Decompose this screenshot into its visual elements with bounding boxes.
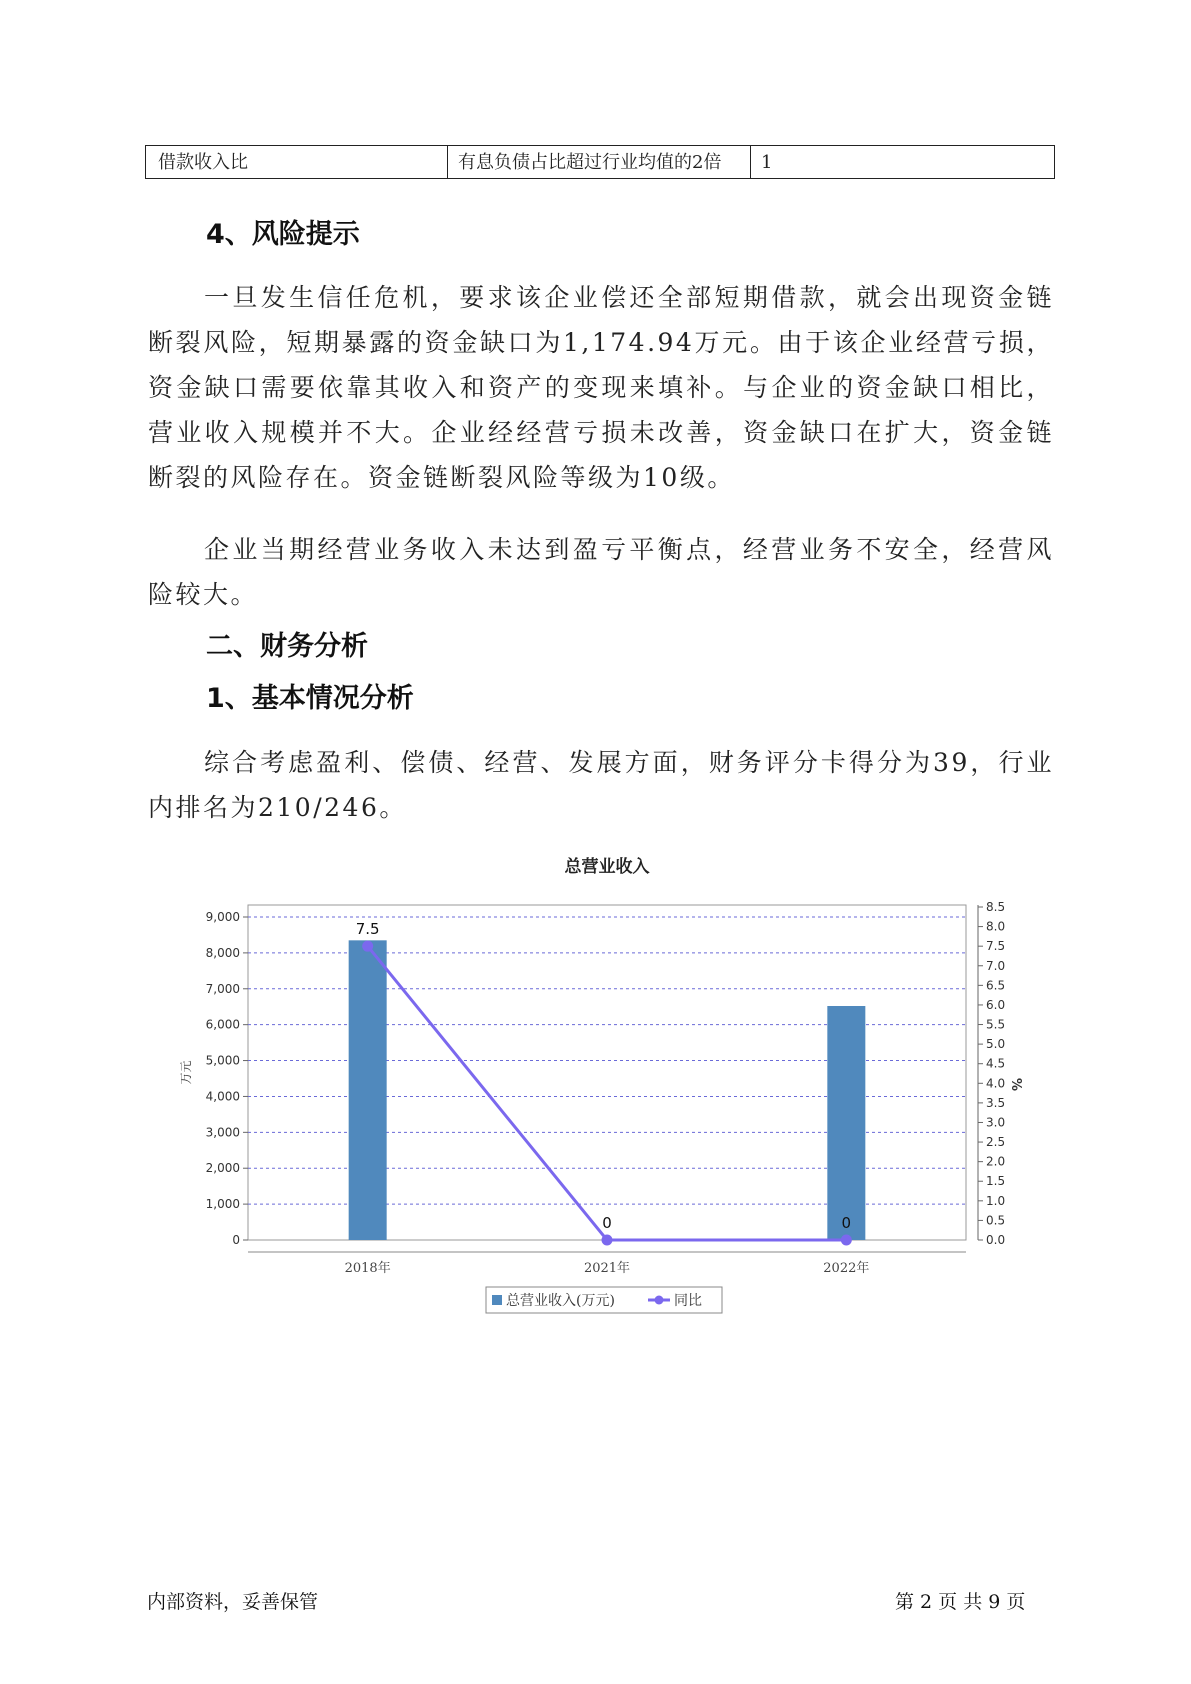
- y-tick-label: 2,000: [205, 1161, 240, 1176]
- y-tick-label: 6,000: [205, 1017, 240, 1032]
- y-tick-label: 4,000: [205, 1089, 240, 1104]
- y2-tick-label: 0.5: [986, 1213, 1006, 1228]
- revenue-chart: [170, 850, 1040, 1320]
- indicator-table-row: [145, 145, 1055, 179]
- legend-label-revenue: 总营业收入(万元): [506, 1293, 615, 1309]
- legend-label-yoy: 同比: [674, 1293, 702, 1309]
- y2-tick-label: 8.0: [986, 919, 1006, 934]
- x-tick-label: 2021年: [583, 1261, 631, 1276]
- revenue-bar: [349, 940, 387, 1240]
- legend-swatch-revenue: [492, 1295, 502, 1305]
- y2-tick-label: 2.0: [986, 1154, 1006, 1169]
- yoy-data-label: 0: [841, 1214, 852, 1232]
- footer-confidential: 内部资料，妥善保管: [147, 1591, 319, 1613]
- y2-tick-label: 6.5: [986, 978, 1006, 993]
- y2-tick-label: 7.5: [986, 939, 1006, 954]
- yoy-data-label: 0: [602, 1214, 612, 1232]
- y2-tick-label: 4.0: [986, 1076, 1006, 1091]
- y-tick-label: 1,000: [205, 1197, 240, 1212]
- y2-tick-label: 0.0: [986, 1233, 1006, 1247]
- risk-heading: 4、风险提示: [206, 219, 360, 250]
- y-tick-label: 8,000: [205, 945, 240, 960]
- risk-paragraph-2: 企业当期经营业务收入未达到盈亏平衡点，经营业务不安全，经营风险较大。: [148, 535, 1054, 609]
- x-tick-label: 2022年: [823, 1261, 870, 1276]
- y2-tick-label: 5.5: [986, 1017, 1006, 1032]
- table-cell-value: 1: [761, 152, 773, 173]
- footer-page-number: 第 2 页 共 9 页: [895, 1591, 1026, 1613]
- y2-tick-label: 6.0: [986, 997, 1006, 1012]
- y-axis-label: 万元: [179, 1060, 193, 1085]
- table-cell-indicator: 借款收入比: [146, 146, 448, 178]
- risk-paragraph-1: 一旦发生信任危机，要求该企业偿还全部短期借款，就会出现资金链断裂风险，短期暴露的资金缺口为1,174.94万元。由于该企业经营亏损，资金缺口需要依靠其收入和资产的变现来填补。与企业的资金缺口相比，营业收入规模并不大。企业经经营亏损未改善，资金缺口在扩大，资金链断裂的风险存在。资金链断裂风险等级为10级。: [148, 283, 1054, 492]
- basic-analysis-paragraph: 综合考虑盈利、偿债、经营、发展方面，财务评分卡得分为39，行业内排名为210/246。: [148, 748, 1054, 822]
- legend-swatch-yoy-point: [655, 1296, 664, 1305]
- y2-axis-label: %: [1008, 1077, 1023, 1092]
- y-tick-label: 5,000: [205, 1053, 240, 1068]
- y-tick-label: 9,000: [205, 910, 240, 924]
- y2-tick-label: 3.0: [986, 1115, 1006, 1130]
- y-tick-label: 0: [232, 1233, 240, 1247]
- revenue-bar: [827, 1006, 865, 1240]
- y-tick-label: 7,000: [205, 981, 240, 996]
- chart-title: 总营业收入: [564, 857, 650, 877]
- table-cell-criterion: 有息负债占比超过行业均值的2倍: [448, 146, 751, 178]
- financial-analysis-heading: 二、财务分析: [206, 631, 368, 662]
- y2-tick-label: 5.0: [986, 1037, 1006, 1052]
- y-tick-label: 3,000: [205, 1125, 240, 1140]
- yoy-point: [602, 1235, 613, 1246]
- y2-tick-label: 7.0: [986, 958, 1006, 973]
- y2-tick-label: 3.5: [986, 1095, 1006, 1110]
- y2-tick-label: 2.5: [986, 1135, 1006, 1150]
- x-tick-label: 2018年: [344, 1261, 391, 1276]
- y2-tick-label: 1.5: [986, 1174, 1006, 1189]
- y2-tick-label: 4.5: [986, 1056, 1006, 1071]
- yoy-point: [841, 1235, 852, 1246]
- y2-tick-label: 1.0: [986, 1193, 1006, 1208]
- yoy-point: [362, 941, 373, 952]
- y2-tick-label: 8.5: [986, 900, 1006, 914]
- basic-analysis-heading: 1、基本情况分析: [206, 683, 414, 714]
- yoy-data-label: 7.5: [355, 920, 380, 939]
